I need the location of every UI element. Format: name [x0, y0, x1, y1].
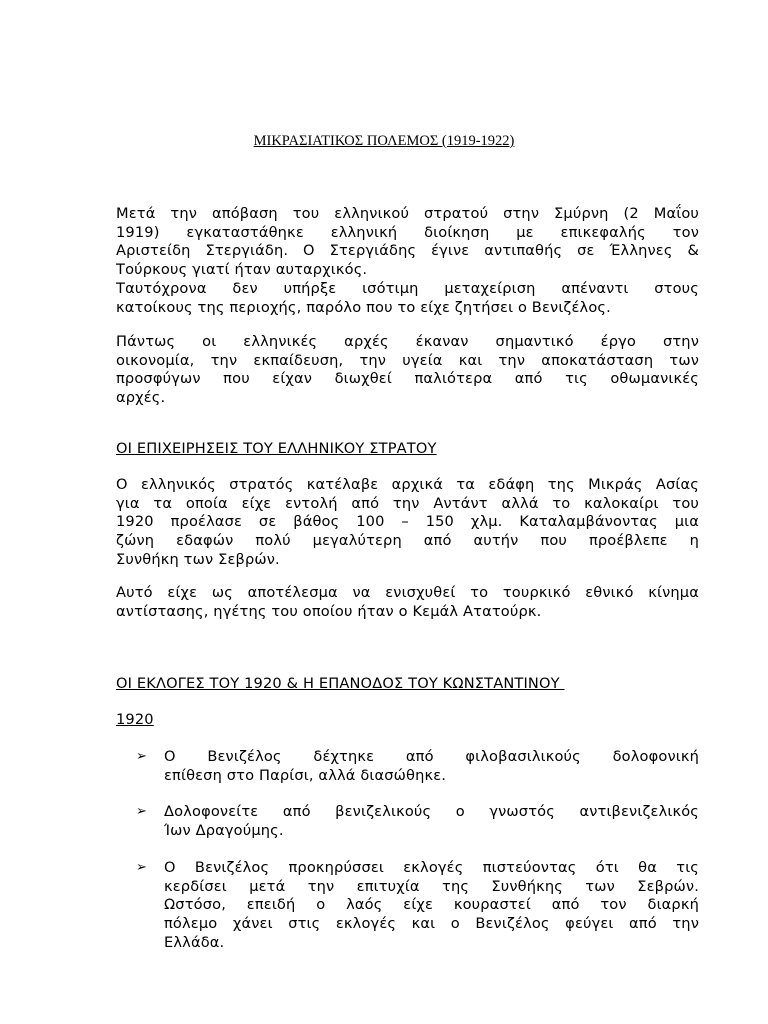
text-line: αρχές. [116, 389, 166, 407]
text-line: Αριστείδη Στεργιάδη. Ο Στεργιάδης έγινε αντιπαθής σε Έλληνες & [116, 242, 699, 260]
list-item-text [164, 859, 699, 953]
text-line: Συνθήκη των Σεβρών. [116, 550, 280, 568]
text-line: Ταυτόχρονα δεν υπήρξε ισότιμη μεταχείριση απέναντι στους [116, 279, 699, 297]
text-line: 1919) εγκαταστάθηκε ελληνική διοίκηση με επικεφαλής τον [116, 223, 699, 241]
text-line: Αυτό είχε ως αποτέλεσμα να ενισχυθεί το τουρκικό εθνικό κίνημα [116, 584, 699, 601]
text-line: ζώνη εδαφών πολύ μεγαλύτερη από αυτήν που προέβλεπε η [116, 532, 699, 550]
text-line: Ο Βενιζέλος δέχτηκε από φιλοβασιλικούς δολοφονική [164, 748, 699, 765]
arrow-bullet-icon: ➢ [136, 749, 147, 764]
text-line: Ωστόσο, επειδή ο λαός είχε κουραστεί από τον διαρκή [164, 896, 699, 914]
text-line: 1920 προέλασε σε βάθος 100 – 150 χλμ. Καταλαμβάνοντας μια [116, 513, 699, 531]
list-item-text [164, 748, 699, 785]
text-line: για τα οποία είχε εντολή από την Αντάντ αλλά το καλοκαίρι του [116, 494, 699, 512]
section-heading-elections: ΟΙ ΕΚΛΟΓΕΣ ΤΟΥ 1920 & Η ΕΠΑΝΟΔΟΣ ΤΟΥ ΚΩΝΣΤΑΝΤΙΝΟΥ [116, 675, 565, 692]
paragraph-greek-authorities [116, 333, 699, 408]
paragraph-army-advance [116, 476, 699, 570]
text-line: κατοίκους της περιοχής, παρόλο που το είχε ζητήσει ο Βενιζέλος. [116, 298, 611, 316]
text-line: Δολοφονείτε από βενιζελικούς ο γνωστός αντιβενιζελικός [164, 803, 699, 820]
text-line: Πάντως οι ελληνικές αρχές έκαναν σημαντικό έργο στην [116, 333, 699, 350]
text-line: Ο Βενιζέλος προκηρύσσει εκλογές πιστεύοντας ότι θα τις [164, 859, 699, 876]
document-title: ΜΙΚΡΑΣΙΑΤΙΚΟΣ ΠΟΛΕΜΟΣ (1919-1922) [253, 133, 515, 149]
text-line: Τούρκους γιατί ήταν αυταρχικός. [116, 261, 368, 279]
section-heading-operations: ΟΙ ΕΠΙΧΕΙΡΗΣΕΙΣ ΤΟΥ ΕΛΛΗΝΙΚΟΥ ΣΤΡΑΤΟΥ [116, 440, 437, 457]
subheading-year: 1920 [116, 711, 154, 728]
arrow-bullet-icon: ➢ [136, 860, 147, 875]
paragraph-turkish-resistance [116, 584, 699, 621]
arrow-bullet-icon: ➢ [136, 804, 147, 819]
list-item-text [164, 803, 699, 840]
text-line: πόλεμο χάνει στις εκλογές και ο Βενιζέλος φεύγει από την [164, 915, 699, 933]
text-line: Ίων Δραγούμης. [164, 821, 284, 839]
paragraph-smyrna-landing [116, 205, 699, 317]
text-line: Ελλάδα. [164, 933, 225, 951]
text-line: αντίστασης, ηγέτης του οποίου ήταν ο Κεμάλ Ατατούρκ. [116, 602, 542, 620]
text-line: Μετά την απόβαση του ελληνικού στρατού στην Σμύρνη (2 Μαΐου [116, 205, 699, 222]
text-line: προσφύγων που είχαν διωχθεί παλιότερα από τις οθωμανικές [116, 370, 699, 388]
text-line: επίθεση στο Παρίσι, αλλά διασώθηκε. [164, 766, 447, 784]
text-line: Ο ελληνικός στρατός κατέλαβε αρχικά τα εδάφη της Μικράς Ασίας [116, 476, 699, 493]
text-line: κερδίσει μετά την επιτυχία της Συνθήκης των Σεβρών. [164, 877, 699, 895]
text-line: οικονομία, την εκπαίδευση, την υγεία και την αποκατάσταση των [116, 351, 699, 369]
